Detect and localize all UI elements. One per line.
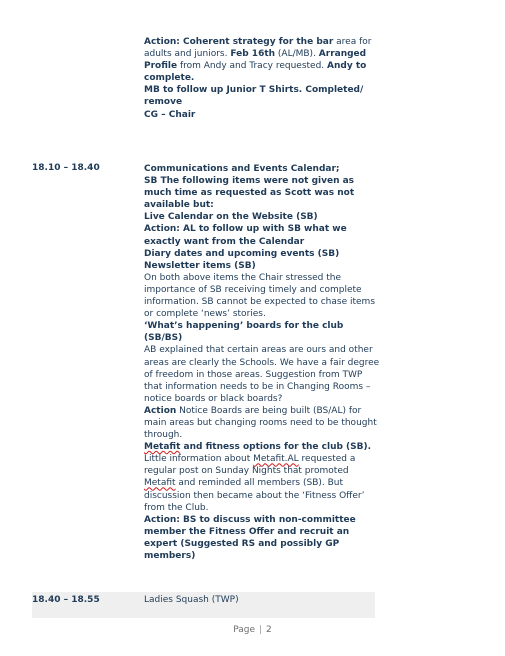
metafit-word-2: Metafit — [144, 478, 176, 489]
bar-strategy-paragraph — [144, 36, 380, 84]
notice-boards-paragraph — [144, 405, 380, 441]
metafit-word: Metafit — [144, 442, 181, 453]
feb-date: Feb 16th — [230, 49, 276, 60]
ladies-time-slot: 18.40 – 18.55 — [32, 595, 100, 605]
fitness-heading-rest: and fitness options for the club (SB). — [180, 442, 372, 453]
bar-strategy-rest: area for adults and juniors. — [144, 37, 372, 60]
ladies-squash-row — [32, 592, 375, 618]
comm-heading: Communications and Events Calendar; — [144, 164, 340, 174]
sb-intro: SB The following items were not given as much time as requested as Scott was not available but: — [144, 176, 355, 211]
requested-text: from Andy and Tracy requested. — [177, 61, 328, 72]
action-label: Action — [144, 405, 177, 416]
whats-happening-heading: ‘What’s happening’ boards for the club (SB/BS) — [144, 321, 344, 344]
andy-complete: Andy to complete. — [144, 61, 367, 84]
little-info-3: and reminded all members (SB). But discussion then became about the ‘Fitness Offer’ from the Club. — [144, 478, 365, 513]
newsletter-item: Newsletter items (SB) — [144, 260, 256, 271]
action-items-block — [144, 36, 380, 121]
arranged-profile: Arranged Profile — [144, 49, 367, 72]
metafit-heading — [144, 441, 380, 453]
comm-time-slot: 18.10 – 18.40 — [32, 163, 100, 173]
little-info-2: requested a regular post on Sunday Nights that promoted — [144, 454, 356, 477]
diary-dates-item: Diary dates and upcoming events (SB) — [144, 248, 340, 259]
junior-tshirts-action: MB to follow up Junior T Shirts. Completed/ remove — [144, 85, 364, 108]
communications-block — [144, 163, 380, 562]
live-calendar-item: Live Calendar on the Website (SB) — [144, 212, 318, 223]
page-separator: | — [259, 625, 263, 635]
action-bs-fitness: Action: BS to discuss with non-committee member the Fitness Offer and recruit an expert (Suggested RS and possibly GP members) — [144, 514, 356, 561]
metafit-paragraph — [144, 453, 380, 513]
bar-strategy-bold: Action: Coherent strategy for the bar — [144, 37, 334, 47]
action-al-calendar: Action: AL to follow up with SB what we exactly want from the Calendar — [144, 224, 347, 247]
little-info-1: Little information about — [144, 454, 254, 465]
ab-explained-paragraph: AB explained that certain areas are ours and other areas are clearly the Schools. We have a fair degree of freedom in those areas. Suggestion from TWP that information needs to be in Changing Rooms – notice boards or black boards? — [144, 345, 380, 404]
al-mb-initials: (AL/MB). — [275, 49, 319, 60]
chair-stressed-paragraph: On both above items the Chair stressed the importance of SB receiving timely and complete information. SB cannot be expected to chase items or complete ‘news’ stories. — [144, 272, 376, 320]
page-number: 2 — [266, 625, 272, 635]
ladies-squash-title: Ladies Squash (TWP) — [144, 595, 239, 605]
metafit-al: Metafit.AL — [253, 454, 299, 465]
page-label: Page — [233, 625, 255, 635]
cg-chair: CG – Chair — [144, 109, 196, 120]
page-footer — [0, 625, 505, 635]
notice-boards-text: Notice Boards are being built (BS/AL) for main areas but changing rooms need to be thought through. — [144, 405, 377, 441]
